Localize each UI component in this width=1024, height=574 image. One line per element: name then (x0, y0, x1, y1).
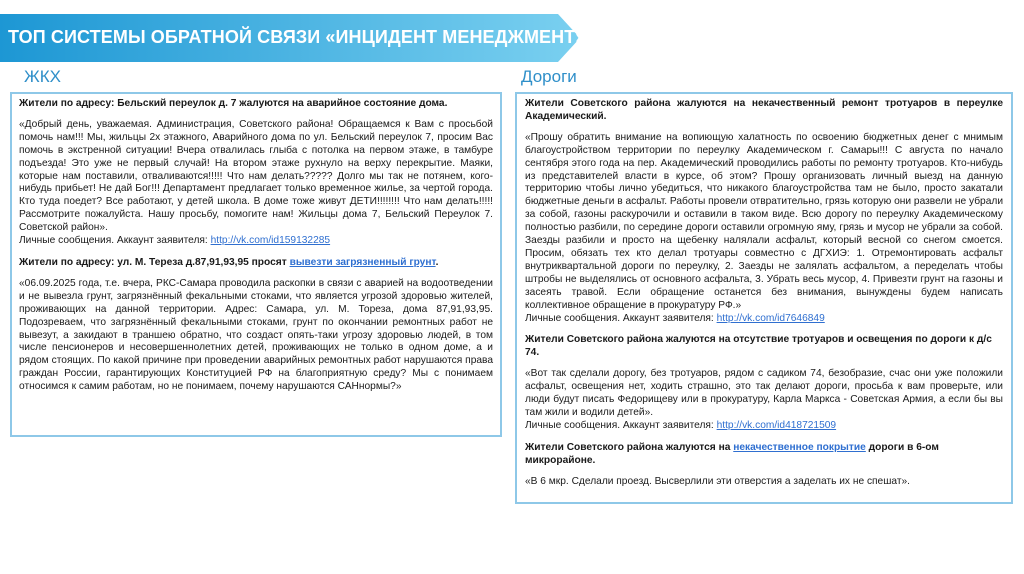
heading-link[interactable]: некачественное покрытие (733, 441, 866, 453)
complaint-heading (525, 442, 1003, 468)
complaint-text: «В 6 мкр. Сделали проезд. Высверлили эти отверстия а заделать их не спешат». (525, 475, 910, 487)
roads-complaint-3 (525, 442, 1003, 489)
roads-complaint-2 (525, 334, 1003, 432)
heading-suffix: дороги в 6-ом микрорайоне. (525, 441, 939, 466)
complaint-text: «06.09.2025 года, т.е. вчера, РКС-Самара проводила раскопки в связи с аварией на водоотведении и не вывезла грунт, загрязнённый фекальными стоками, что является угрозой здоровью жителей, проживающих на данной территории. Адрес: Самара, ул. М. Тореза, дома 87,91,93,95. Подозреваем, что загрязнённый фекальными стоками, грунт по окончании ремонтных работ не вывезут, а закидают в траншею обратно, что создаст опять-таки угрозу здоровью людей, в том числе пенсионеров и несовершеннолетних детей, проживающих не только в одном доме, а и рядом стоящих. По какой причине при проведении аварийных ремонтных работ нарушаются права граждан России, гарантирующих Конституцией РФ на благоприятную среду? Мы с понимаем относимся к самим работам, но не понимаем, почему нарушаются САНнормы?» (19, 277, 493, 393)
complaint-text: «Вот так сделали дорогу, без тротуаров, рядом с садиком 74, безобразие, счас они уже положили асфальт, освещения нет, ходить страшно, это так делают дороги, просьба к вам проверьте, или люди будут писать Федорищеву или в прокуратуру, Карла Маркса - Советская Армия, а если бы вы там жили и водили детей». (525, 368, 1003, 418)
roads-panel (515, 92, 1013, 504)
housing-complaint-2 (19, 257, 493, 394)
complaint-heading: Жители Советского района жалуются на отсутствие тротуаров и освещения по дороги к д/с 74. (525, 334, 992, 359)
contact-link[interactable]: http://vk.com/id7646849 (716, 312, 825, 324)
page-title: ТОП СИСТЕМЫ ОБРАТНОЙ СВЯЗИ «ИНЦИДЕНТ МЕНЕДЖМЕНТ» (8, 27, 586, 47)
complaint-contact (525, 313, 1003, 326)
complaint-contact (525, 420, 1003, 433)
complaint-text: «Прошу обратить внимание на вопиющую халатность по освоению бюджетных денег с мнимым благоустройством территории по переулку Академическом г. Самары!!! С августа по начало сентября этого года на пер. Академический проводились работы по ремонту тротуаров. Кто-нибудь из представителей власти в курсе, об этом? Прошу организовать личный выезд на данную территорию чтобы лично убедиться, что никакого благоустройства там не было, просто закатали бюджетные деньги в асфальт. Работы провели отвратительно, грязь которую они развели не убрали за собой, газоны раскурочили и оставили в таком виде. Всю дорогу по переулку Академическому полностью разбили, по середине дороги оставили огромную яму, грязь и мусор не убрали за собой. Заезды разбили и просто на щебенку налялали асфальт, который весной со снегом смоется. Просим, обязать тех кто делал тротуары совместно с ДГХИЭ: 1. Отремонтировать асфальт внутриквартальной дороги по переулку, 2. Заезды не залялать асфальтом, а переделать чтобы штробы не выделялись от основного асфальта, 3. Убрать весь мусор, 4. Привезти грунт на газоны и засеять травой. Если обращение останется без внимания, вынуждены будем написать коллективное обращение в прокуратуру РФ.» (525, 131, 1004, 311)
complaint-heading: Жители по адресу: Бельский переулок д. 7 жалуются на аварийное состояние дома. (19, 98, 448, 109)
title-banner (0, 14, 586, 62)
heading-link[interactable]: вывезти загрязненный грунт (289, 256, 436, 268)
complaint-heading (19, 257, 493, 270)
roads-complaint-1 (525, 98, 1003, 325)
contact-label: Личные сообщения. Аккаунт заявителя: (525, 419, 717, 431)
complaint-heading: Жители Советского района жалуются на некачественный ремонт тротуаров в переулке Академический. (525, 98, 1003, 122)
heading-prefix: Жители Советского района жалуются на (525, 441, 734, 453)
heading-suffix: . (435, 256, 439, 268)
contact-label: Личные сообщения. Аккаунт заявителя: (525, 312, 717, 324)
section-title-housing: ЖКХ (24, 67, 61, 86)
contact-link[interactable]: http://vk.com/id159132285 (210, 235, 331, 247)
complaint-contact (19, 235, 493, 248)
section-title-roads: Дороги (521, 67, 577, 86)
contact-label: Личные сообщения. Аккаунт заявителя: (19, 235, 211, 247)
heading-prefix: Жители по адресу: ул. М. Тереза д.87,91,93,95 просят (19, 256, 290, 268)
housing-complaint-1 (19, 98, 493, 248)
housing-panel (10, 92, 502, 437)
complaint-text: «Добрый день, уважаемая. Администрация, Советского района! Обращаемся к Вам с просьбой помочь нам!!! Мы, жильцы 2х этажного, Аварийного дома по ул. Бельский переулок 7, просим Вас помочь в экстренной ситуации! Вчера отвалилась глыба с потолка на первом этаже, в тамбуре подъезда! Это уже не первый случай! На втором этаже рухнуло на верху перекрытие. Маяки, которые нам поставили, отваливаются!!!!! Что нам делать????? Долго мы так не потянем, кого-нибудь прибьет! Не дай Бог!!! Департамент предлагает только временное жилье, за чертой города. Кто туда поедет? Все работают, у детей школа. В доме тоже живут ДЕТИ!!!!!!!! Что нам делать!!!!! Рассмотрите пожалуйста. Нашу просьбу, помогите нам! Жильцы дома 7, Бельский Переулок 7. Советской район». (19, 118, 493, 234)
contact-link[interactable]: http://vk.com/id418721509 (716, 419, 837, 431)
